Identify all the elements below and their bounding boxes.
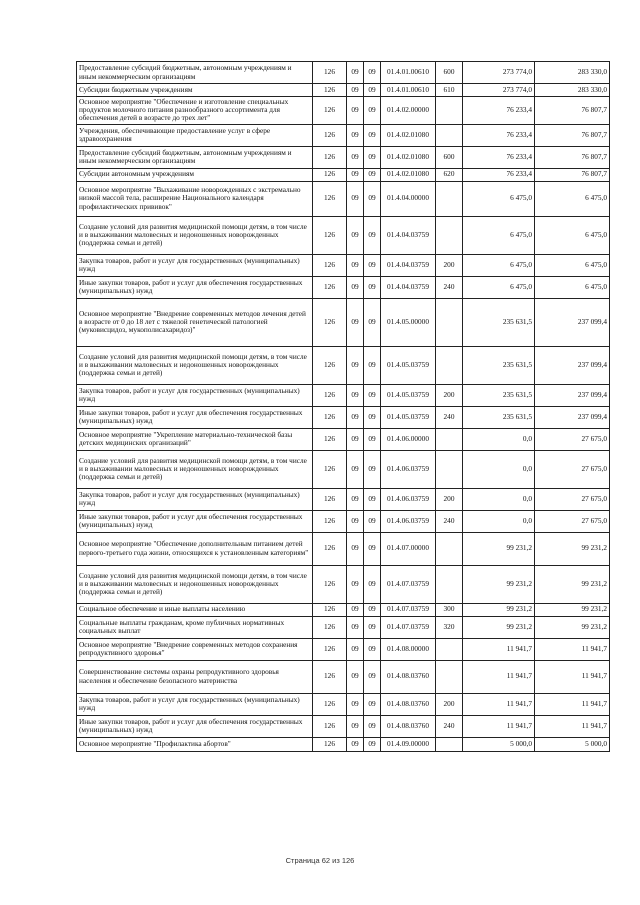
target-article-cell: 01.4.09.00000: [381, 737, 436, 751]
table-row: [77, 84, 610, 97]
subsection-code-cell: 09: [364, 124, 381, 146]
amount-year2-cell: 6 475,0: [535, 181, 610, 216]
target-article-cell: 01.4.04.03759: [381, 216, 436, 254]
subsection-code-cell: 09: [364, 638, 381, 660]
target-article-cell: 01.4.08.03760: [381, 660, 436, 693]
subsection-code-cell: 09: [364, 488, 381, 510]
amount-year1-cell: 5 000,0: [463, 737, 535, 751]
target-article-cell: 01.4.07.00000: [381, 532, 436, 565]
amount-year1-cell: 76 233,4: [463, 146, 535, 168]
grbs-code-cell: 126: [313, 346, 347, 384]
table-row: [77, 346, 610, 384]
section-code-cell: 09: [347, 298, 364, 346]
section-code-cell: 09: [347, 84, 364, 97]
section-code-cell: 09: [347, 216, 364, 254]
table-row: [77, 254, 610, 276]
section-code-cell: 09: [347, 660, 364, 693]
row-name-cell: Предоставление субсидий бюджетным, автономным учреждениям и иным некоммерческим организациям: [77, 62, 313, 84]
subsection-code-cell: 09: [364, 603, 381, 616]
amount-year1-cell: 99 231,2: [463, 565, 535, 603]
amount-year1-cell: 6 475,0: [463, 181, 535, 216]
row-name-cell: Иные закупки товаров, работ и услуг для обеспечения государственных (муниципальных) нужд: [77, 406, 313, 428]
target-article-cell: 01.4.08.03760: [381, 693, 436, 715]
table-row: [77, 384, 610, 406]
subsection-code-cell: 09: [364, 181, 381, 216]
grbs-code-cell: 126: [313, 510, 347, 532]
grbs-code-cell: 126: [313, 62, 347, 84]
amount-year1-cell: 273 774,0: [463, 84, 535, 97]
row-name-cell: Основное мероприятие "Внедрение современных методов лечения детей в возрасте от 0 до 18 лет с тяжелой генетической патологией (муковисцидоз, мукополисахаридоз)": [77, 298, 313, 346]
row-name-cell: Основное мероприятие "Профилактика абортов": [77, 737, 313, 751]
row-name-cell: Закупка товаров, работ и услуг для государственных (муниципальных) нужд: [77, 488, 313, 510]
grbs-code-cell: 126: [313, 181, 347, 216]
section-code-cell: 09: [347, 693, 364, 715]
section-code-cell: 09: [347, 510, 364, 532]
amount-year2-cell: 27 675,0: [535, 428, 610, 450]
amount-year1-cell: 76 233,4: [463, 97, 535, 125]
expense-type-cell: [436, 660, 463, 693]
amount-year1-cell: 273 774,0: [463, 62, 535, 84]
subsection-code-cell: 09: [364, 737, 381, 751]
expense-type-cell: [436, 124, 463, 146]
section-code-cell: 09: [347, 124, 364, 146]
row-name-cell: Закупка товаров, работ и услуг для государственных (муниципальных) нужд: [77, 384, 313, 406]
section-code-cell: 09: [347, 428, 364, 450]
amount-year1-cell: 0,0: [463, 428, 535, 450]
row-name-cell: Основное мероприятие "Выхаживание новорожденных с экстремально низкой массой тела, расширение Национального календаря профилактических прививок": [77, 181, 313, 216]
table-row: [77, 124, 610, 146]
amount-year2-cell: 237 099,4: [535, 384, 610, 406]
grbs-code-cell: 126: [313, 603, 347, 616]
expense-type-cell: 300: [436, 603, 463, 616]
grbs-code-cell: 126: [313, 532, 347, 565]
expense-type-cell: 240: [436, 276, 463, 298]
table-row: [77, 168, 610, 181]
amount-year1-cell: 0,0: [463, 510, 535, 532]
amount-year1-cell: 6 475,0: [463, 254, 535, 276]
amount-year1-cell: 99 231,2: [463, 616, 535, 638]
amount-year2-cell: 6 475,0: [535, 276, 610, 298]
target-article-cell: 01.4.06.00000: [381, 428, 436, 450]
target-article-cell: 01.4.07.03759: [381, 603, 436, 616]
row-name-cell: Закупка товаров, работ и услуг для государственных (муниципальных) нужд: [77, 254, 313, 276]
subsection-code-cell: 09: [364, 97, 381, 125]
expense-type-cell: 200: [436, 384, 463, 406]
amount-year2-cell: 99 231,2: [535, 616, 610, 638]
target-article-cell: 01.4.06.03759: [381, 488, 436, 510]
section-code-cell: 09: [347, 168, 364, 181]
row-name-cell: Учреждения, обеспечивающие предоставление услуг в сфере здравоохранения: [77, 124, 313, 146]
row-name-cell: Закупка товаров, работ и услуг для государственных (муниципальных) нужд: [77, 693, 313, 715]
row-name-cell: Социальное обеспечение и иные выплаты населению: [77, 603, 313, 616]
expense-type-cell: [436, 97, 463, 125]
section-code-cell: 09: [347, 181, 364, 216]
amount-year2-cell: 237 099,4: [535, 298, 610, 346]
section-code-cell: 09: [347, 97, 364, 125]
row-name-cell: Основное мероприятие "Внедрение современных методов сохранения репродуктивного здоровья": [77, 638, 313, 660]
subsection-code-cell: 09: [364, 510, 381, 532]
section-code-cell: 09: [347, 488, 364, 510]
grbs-code-cell: 126: [313, 428, 347, 450]
section-code-cell: 09: [347, 737, 364, 751]
table-row: [77, 603, 610, 616]
table-row: [77, 715, 610, 737]
target-article-cell: 01.4.02.01080: [381, 146, 436, 168]
subsection-code-cell: 09: [364, 428, 381, 450]
grbs-code-cell: 126: [313, 124, 347, 146]
amount-year1-cell: 235 631,5: [463, 346, 535, 384]
subsection-code-cell: 09: [364, 384, 381, 406]
amount-year2-cell: 11 941,7: [535, 715, 610, 737]
amount-year2-cell: 76 807,7: [535, 168, 610, 181]
amount-year2-cell: 237 099,4: [535, 406, 610, 428]
subsection-code-cell: 09: [364, 616, 381, 638]
section-code-cell: 09: [347, 603, 364, 616]
table-row: [77, 181, 610, 216]
row-name-cell: Основное мероприятие "Укрепление материально-технической базы детских медицинских организаций": [77, 428, 313, 450]
row-name-cell: Создание условий для развития медицинской помощи детям, в том числе и в выхаживании маловесных и недоношенных новорожденных (поддержка семьи и детей): [77, 346, 313, 384]
subsection-code-cell: 09: [364, 84, 381, 97]
expense-type-cell: 610: [436, 84, 463, 97]
amount-year1-cell: 11 941,7: [463, 693, 535, 715]
grbs-code-cell: 126: [313, 406, 347, 428]
target-article-cell: 01.4.02.01080: [381, 124, 436, 146]
grbs-code-cell: 126: [313, 488, 347, 510]
table-row: [77, 532, 610, 565]
section-code-cell: 09: [347, 276, 364, 298]
subsection-code-cell: 09: [364, 346, 381, 384]
table-row: [77, 565, 610, 603]
amount-year2-cell: 6 475,0: [535, 254, 610, 276]
target-article-cell: 01.4.02.00000: [381, 97, 436, 125]
expense-type-cell: 600: [436, 146, 463, 168]
amount-year2-cell: 11 941,7: [535, 660, 610, 693]
row-name-cell: Основное мероприятие "Обеспечение и изготовление специальных продуктов молочного питания разнообразного ассортимента для обеспечения детей в возрасте до трех лет": [77, 97, 313, 125]
row-name-cell: Иные закупки товаров, работ и услуг для обеспечения государственных (муниципальных) нужд: [77, 715, 313, 737]
table-row: [77, 488, 610, 510]
section-code-cell: 09: [347, 346, 364, 384]
target-article-cell: 01.4.01.00610: [381, 84, 436, 97]
expense-type-cell: [436, 737, 463, 751]
amount-year2-cell: 283 330,0: [535, 62, 610, 84]
table-row: [77, 216, 610, 254]
target-article-cell: 01.4.04.03759: [381, 276, 436, 298]
amount-year2-cell: 5 000,0: [535, 737, 610, 751]
section-code-cell: 09: [347, 638, 364, 660]
row-name-cell: Основное мероприятие "Обеспечение дополнительным питанием детей первого-третьего года жизни, относящихся к установленным категориям": [77, 532, 313, 565]
amount-year1-cell: 6 475,0: [463, 276, 535, 298]
expense-type-cell: 240: [436, 406, 463, 428]
amount-year2-cell: 237 099,4: [535, 346, 610, 384]
expense-type-cell: [436, 450, 463, 488]
grbs-code-cell: 126: [313, 384, 347, 406]
grbs-code-cell: 126: [313, 450, 347, 488]
expense-type-cell: 200: [436, 254, 463, 276]
target-article-cell: 01.4.05.00000: [381, 298, 436, 346]
table-row: [77, 616, 610, 638]
subsection-code-cell: 09: [364, 298, 381, 346]
section-code-cell: 09: [347, 450, 364, 488]
subsection-code-cell: 09: [364, 254, 381, 276]
subsection-code-cell: 09: [364, 62, 381, 84]
target-article-cell: 01.4.04.00000: [381, 181, 436, 216]
table-body: [77, 62, 610, 752]
row-name-cell: Предоставление субсидий бюджетным, автономным учреждениям и иным некоммерческим организациям: [77, 146, 313, 168]
section-code-cell: 09: [347, 715, 364, 737]
expense-type-cell: [436, 428, 463, 450]
amount-year1-cell: 235 631,5: [463, 298, 535, 346]
target-article-cell: 01.4.07.03759: [381, 565, 436, 603]
table-row: [77, 737, 610, 751]
section-code-cell: 09: [347, 146, 364, 168]
target-article-cell: 01.4.08.00000: [381, 638, 436, 660]
table-row: [77, 638, 610, 660]
grbs-code-cell: 126: [313, 737, 347, 751]
budget-table: [76, 61, 610, 752]
section-code-cell: 09: [347, 616, 364, 638]
expense-type-cell: [436, 298, 463, 346]
grbs-code-cell: 126: [313, 638, 347, 660]
row-name-cell: Совершенствование системы охраны репродуктивного здоровья населения и обеспечение безопасного материнства: [77, 660, 313, 693]
row-name-cell: Субсидии автономным учреждениям: [77, 168, 313, 181]
table-row: [77, 660, 610, 693]
amount-year2-cell: 99 231,2: [535, 532, 610, 565]
grbs-code-cell: 126: [313, 168, 347, 181]
grbs-code-cell: 126: [313, 693, 347, 715]
grbs-code-cell: 126: [313, 276, 347, 298]
target-article-cell: 01.4.06.03759: [381, 450, 436, 488]
row-name-cell: Субсидии бюджетным учреждениям: [77, 84, 313, 97]
expense-type-cell: 620: [436, 168, 463, 181]
section-code-cell: 09: [347, 254, 364, 276]
section-code-cell: 09: [347, 532, 364, 565]
section-code-cell: 09: [347, 384, 364, 406]
table-row: [77, 406, 610, 428]
page-number: Страница 62 из 126: [285, 856, 355, 865]
grbs-code-cell: 126: [313, 216, 347, 254]
section-code-cell: 09: [347, 565, 364, 603]
section-code-cell: 09: [347, 406, 364, 428]
expense-type-cell: [436, 532, 463, 565]
grbs-code-cell: 126: [313, 565, 347, 603]
expense-type-cell: [436, 181, 463, 216]
grbs-code-cell: 126: [313, 97, 347, 125]
table-row: [77, 97, 610, 125]
amount-year2-cell: 99 231,2: [535, 565, 610, 603]
amount-year1-cell: 235 631,5: [463, 406, 535, 428]
expense-type-cell: 200: [436, 693, 463, 715]
grbs-code-cell: 126: [313, 254, 347, 276]
subsection-code-cell: 09: [364, 406, 381, 428]
subsection-code-cell: 09: [364, 715, 381, 737]
grbs-code-cell: 126: [313, 298, 347, 346]
amount-year1-cell: 76 233,4: [463, 124, 535, 146]
amount-year2-cell: 99 231,2: [535, 603, 610, 616]
amount-year1-cell: 76 233,4: [463, 168, 535, 181]
target-article-cell: 01.4.05.03759: [381, 384, 436, 406]
target-article-cell: 01.4.05.03759: [381, 406, 436, 428]
subsection-code-cell: 09: [364, 532, 381, 565]
amount-year1-cell: 6 475,0: [463, 216, 535, 254]
expense-type-cell: 240: [436, 510, 463, 532]
subsection-code-cell: 09: [364, 450, 381, 488]
subsection-code-cell: 09: [364, 216, 381, 254]
target-article-cell: 01.4.01.00610: [381, 62, 436, 84]
amount-year2-cell: 11 941,7: [535, 693, 610, 715]
expense-type-cell: 600: [436, 62, 463, 84]
row-name-cell: Создание условий для развития медицинской помощи детям, в том числе и в выхаживании маловесных и недоношенных новорожденных (поддержка семьи и детей): [77, 450, 313, 488]
amount-year2-cell: 27 675,0: [535, 450, 610, 488]
expense-type-cell: [436, 216, 463, 254]
target-article-cell: 01.4.05.03759: [381, 346, 436, 384]
grbs-code-cell: 126: [313, 660, 347, 693]
table-row: [77, 428, 610, 450]
target-article-cell: 01.4.02.01080: [381, 168, 436, 181]
table-row: [77, 298, 610, 346]
table-row: [77, 146, 610, 168]
row-name-cell: Иные закупки товаров, работ и услуг для обеспечения государственных (муниципальных) нужд: [77, 510, 313, 532]
grbs-code-cell: 126: [313, 84, 347, 97]
row-name-cell: Создание условий для развития медицинской помощи детям, в том числе и в выхаживании маловесных и недоношенных новорожденных (поддержка семьи и детей): [77, 565, 313, 603]
target-article-cell: 01.4.08.03760: [381, 715, 436, 737]
subsection-code-cell: 09: [364, 693, 381, 715]
amount-year1-cell: 11 941,7: [463, 638, 535, 660]
subsection-code-cell: 09: [364, 565, 381, 603]
subsection-code-cell: 09: [364, 276, 381, 298]
table-row: [77, 510, 610, 532]
table-row: [77, 276, 610, 298]
subsection-code-cell: 09: [364, 660, 381, 693]
grbs-code-cell: 126: [313, 146, 347, 168]
amount-year2-cell: 283 330,0: [535, 84, 610, 97]
expense-type-cell: 200: [436, 488, 463, 510]
amount-year1-cell: 235 631,5: [463, 384, 535, 406]
amount-year1-cell: 99 231,2: [463, 532, 535, 565]
subsection-code-cell: 09: [364, 168, 381, 181]
amount-year2-cell: 27 675,0: [535, 488, 610, 510]
grbs-code-cell: 126: [313, 715, 347, 737]
section-code-cell: 09: [347, 62, 364, 84]
expense-type-cell: 320: [436, 616, 463, 638]
target-article-cell: 01.4.04.03759: [381, 254, 436, 276]
amount-year2-cell: 11 941,7: [535, 638, 610, 660]
subsection-code-cell: 09: [364, 146, 381, 168]
row-name-cell: Создание условий для развития медицинской помощи детям, в том числе и в выхаживании маловесных и недоношенных новорожденных (поддержка семьи и детей): [77, 216, 313, 254]
amount-year1-cell: 0,0: [463, 450, 535, 488]
row-name-cell: Социальные выплаты гражданам, кроме публичных нормативных социальных выплат: [77, 616, 313, 638]
amount-year2-cell: 76 807,7: [535, 97, 610, 125]
amount-year2-cell: 76 807,7: [535, 124, 610, 146]
target-article-cell: 01.4.07.03759: [381, 616, 436, 638]
expense-type-cell: 240: [436, 715, 463, 737]
target-article-cell: 01.4.06.03759: [381, 510, 436, 532]
amount-year2-cell: 27 675,0: [535, 510, 610, 532]
amount-year1-cell: 11 941,7: [463, 660, 535, 693]
row-name-cell: Иные закупки товаров, работ и услуг для обеспечения государственных (муниципальных) нужд: [77, 276, 313, 298]
table-row: [77, 450, 610, 488]
grbs-code-cell: 126: [313, 616, 347, 638]
amount-year2-cell: 76 807,7: [535, 146, 610, 168]
expense-type-cell: [436, 638, 463, 660]
amount-year2-cell: 6 475,0: [535, 216, 610, 254]
table-row: [77, 62, 610, 84]
amount-year1-cell: 0,0: [463, 488, 535, 510]
amount-year1-cell: 11 941,7: [463, 715, 535, 737]
expense-type-cell: [436, 346, 463, 384]
amount-year1-cell: 99 231,2: [463, 603, 535, 616]
table-row: [77, 693, 610, 715]
expense-type-cell: [436, 565, 463, 603]
